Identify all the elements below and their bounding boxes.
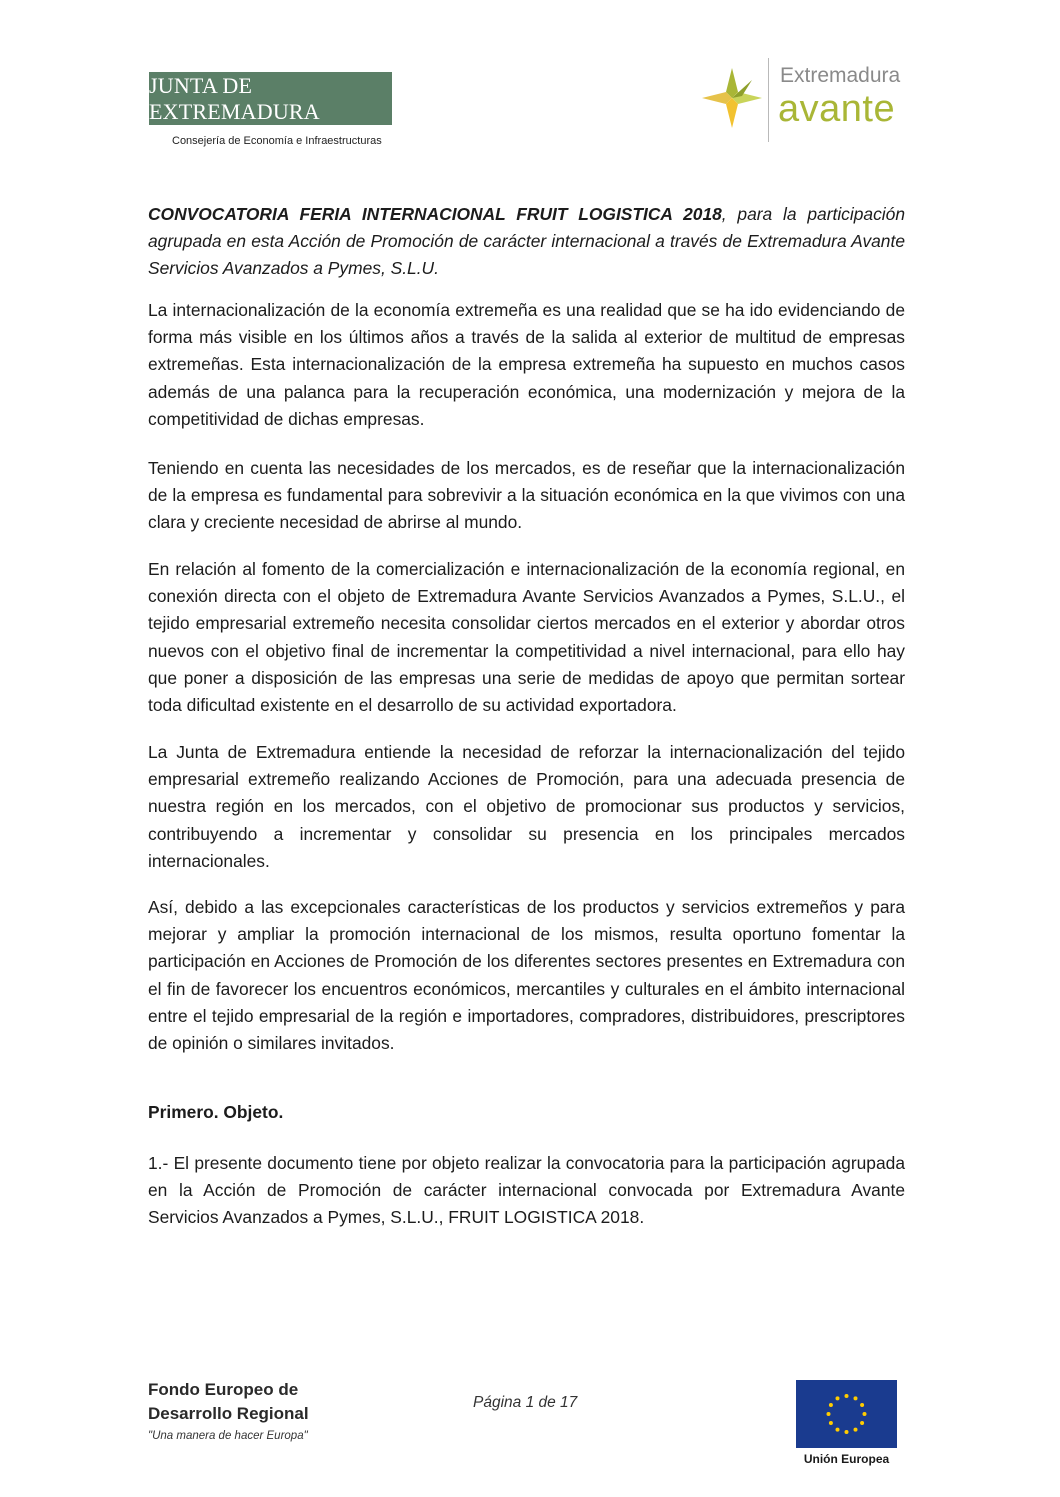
paragraph-5: Así, debido a las excepcionales características de los productos y servicios extremeños y para mejorar y ampliar la promoción internacional de los mismos, resulta oportuno fomentar la participación en Acciones de Promoción de los diferentes sectores presentes en Extremadura con el fin de favorecer los encuentros económicos, mercantiles y culturales en el ámbito internacional entre el tejido empresarial de la región e importadores, compradores, distribuidores, prescriptores de opinión o similares invitados. <box>148 897 905 1054</box>
convocatoria-title-bold: CONVOCATORIA FERIA INTERNACIONAL FRUIT LOGISTICA 2018 <box>148 204 722 224</box>
paragraph-4: La Junta de Extremadura entiende la necesidad de reforzar la internacionalización del tejido empresarial extremeño realizando Acciones de Promoción, para una adecuada presencia de nuestra región en los mercados, con el objetivo de promocionar sus productos y servicios, contribuyendo a incrementar y consolidar su presencia en los principales mercados internacionales. <box>148 742 905 871</box>
page-number: Página 1 de 17 <box>473 1394 578 1411</box>
junta-de-extremadura-logo <box>149 72 392 125</box>
paragraph-3: En relación al fomento de la comercialización e internacionalización de la economía regional, en conexión directa con el objeto de Extremadura Avante Servicios Avanzados a Pymes, S.L.U., el tejido empresarial extremeño necesita consolidar ciertos mercados en el exterior y abordar otros nuevos con el objetivo final de incrementar la competitividad a nivel internacional, para ello hay que poner a disposición de las empresas una serie de medidas de apoyo que permitan sortear toda dificultad existente en el desarrollo de su actividad exportadora. <box>148 559 905 716</box>
paragraph-1: La internacionalización de la economía extremeña es una realidad que se ha ido evidenciando de forma más visible en los últimos años a través de la salida al exterior de multitud de empresas extremeñas. Esta internacionalización de la empresa extremeña ha supuesto en muchos casos además de una palanca para la recuperación económica, una modernización y mejora de la competitividad de dichas empresas. <box>148 300 905 429</box>
junta-title: JUNTA DE EXTREMADURA <box>149 72 320 124</box>
section-item-1: 1.- El presente documento tiene por objeto realizar la convocatoria para la participación agrupada en la Acción de Promoción de carácter internacional convocada por Extremadura Avante Servicios Avanzados a Pymes, S.L.U., FRUIT LOGISTICA 2018. <box>148 1153 905 1228</box>
consejeria-subtitle: Consejería de Economía e Infraestructuras <box>172 135 382 147</box>
feder-motto: "Una manera de hacer Europa" <box>148 1430 308 1442</box>
avante-logo-line1: Extremadura <box>780 64 901 87</box>
extremadura-avante-logo <box>700 58 910 146</box>
avante-star-icon <box>702 68 762 128</box>
eu-label: Unión Europea <box>803 1452 890 1466</box>
feder-title-line2: Desarrollo Regional <box>148 1404 309 1423</box>
section-heading: Primero. Objeto. <box>148 1102 284 1122</box>
logo-divider <box>768 58 769 142</box>
paragraph-2: Teniendo en cuenta las necesidades de los mercados, es de reseñar que la internacionalización de la empresa es fundamental para sobrevivir a la situación económica en la que vivimos con una clara y creciente necesidad de abrirse al mundo. <box>148 458 905 533</box>
convocatoria-title <box>148 201 905 283</box>
avante-logo-line2: avante <box>778 88 896 130</box>
feder-title-line1: Fondo Europeo de <box>148 1380 299 1399</box>
feder-title <box>148 1378 309 1426</box>
convocatoria-title-rest: , para la participación agrupada en esta Acción de Promoción de carácter internacional a través de Extremadura Avante Servicios Avanzados a Pymes, S.L.U. <box>148 204 905 279</box>
eu-flag-icon <box>796 1380 897 1448</box>
